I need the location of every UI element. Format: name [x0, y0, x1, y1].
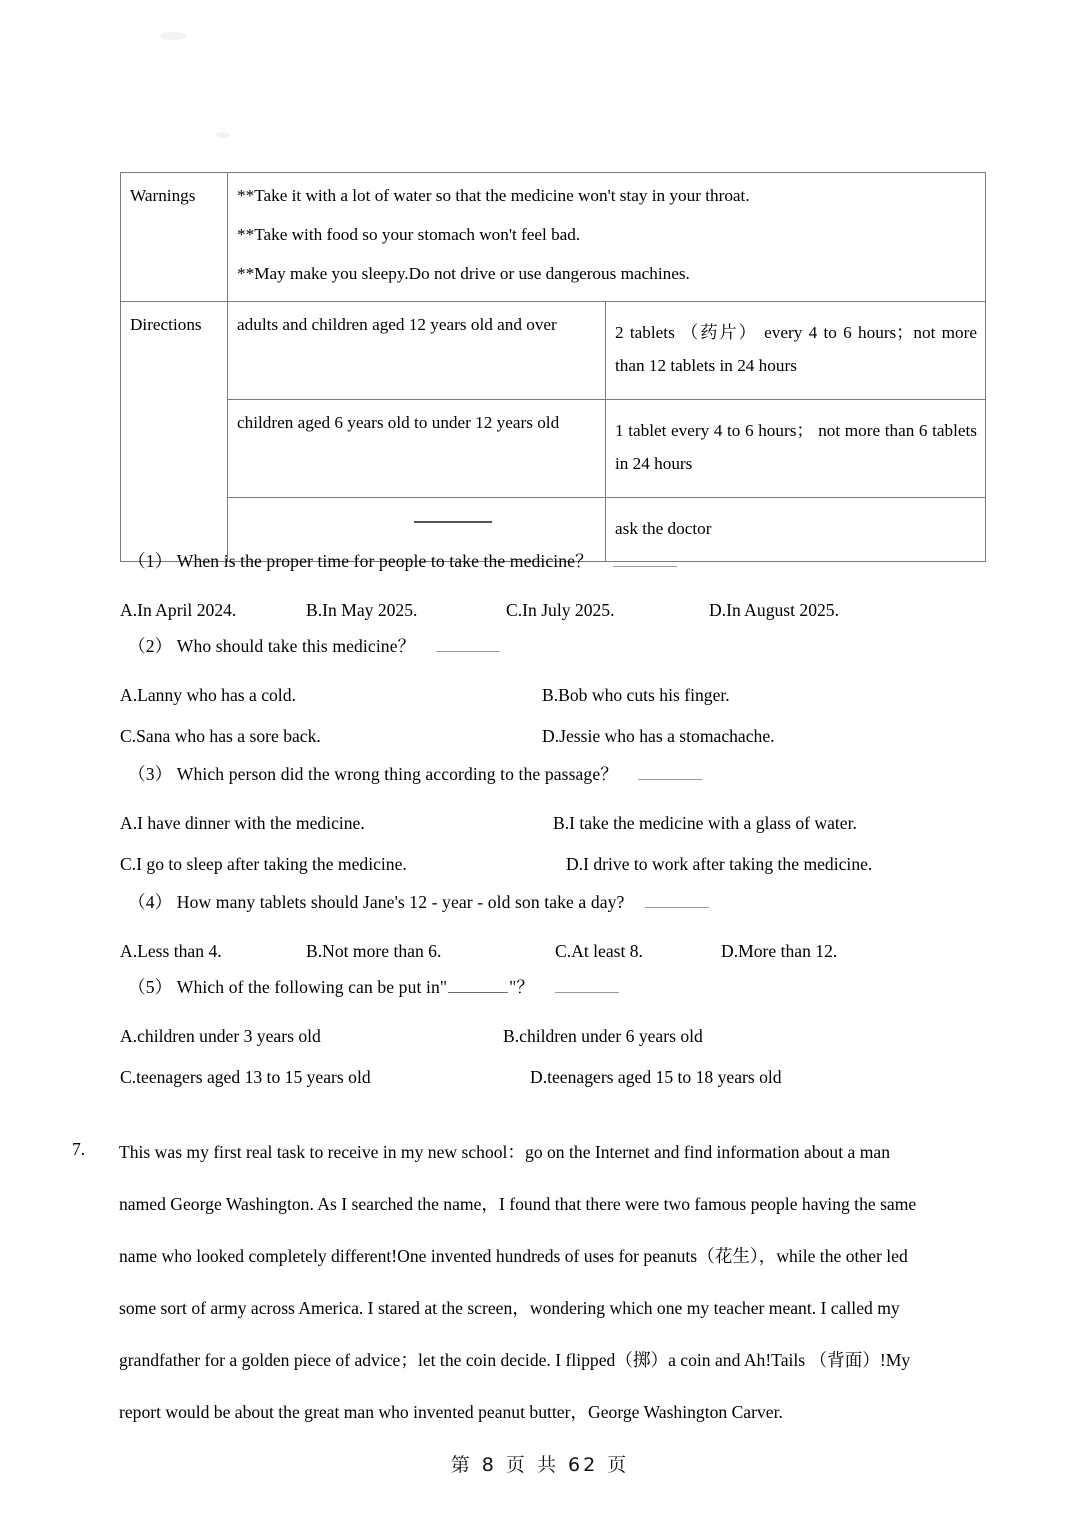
question-2: [118, 633, 998, 746]
passage-line: report would be about the great man who invented peanut butter，George Washington Carver.: [119, 1402, 783, 1422]
row-label-warnings: Warnings: [121, 173, 228, 302]
dose-amount-text: 1 tablet every 4 to 6 hours； not more than 6 tablets in 24 hours: [615, 420, 977, 474]
option-a[interactable]: A.Less than 4.: [120, 941, 222, 961]
warning-line: **Take with food so your stomach won't feel bad.: [237, 225, 581, 245]
option-d[interactable]: D.In August 2025.: [709, 600, 840, 620]
question-2-stem: Who should take this medicine？: [176, 636, 416, 656]
question-5-options-row2: [118, 1067, 998, 1087]
warning-line: **May make you sleepy.Do not drive or use dangerous machines.: [237, 264, 690, 284]
scan-artifact: [216, 132, 230, 138]
question-2-options-row2: [118, 726, 998, 746]
option-a[interactable]: A.Lanny who has a cold.: [120, 685, 296, 705]
question-2-options-row1: [118, 685, 998, 705]
inline-gap-blank: [448, 979, 508, 993]
question-4: [118, 889, 998, 961]
table-row-warnings: [121, 173, 986, 302]
question-3-options-row2: [118, 854, 998, 874]
fill-in-blank-underline: [414, 520, 492, 523]
option-c[interactable]: C.Sana who has a sore back.: [120, 726, 321, 746]
answer-blank[interactable]: [436, 638, 500, 652]
answer-blank[interactable]: [645, 894, 709, 908]
passage-line: named George Washington. As I searched the name，I found that there were two famous people having the same: [119, 1194, 917, 1214]
option-c[interactable]: C.teenagers aged 13 to 15 years old: [120, 1067, 371, 1087]
option-a[interactable]: A.children under 3 years old: [120, 1026, 321, 1046]
question-1-options: [118, 600, 998, 620]
option-c[interactable]: C.In July 2025.: [506, 600, 615, 620]
option-d[interactable]: D.teenagers aged 15 to 18 years old: [530, 1067, 782, 1087]
option-d[interactable]: D.More than 12.: [721, 941, 838, 961]
row-label-directions: Directions: [121, 301, 228, 562]
medicine-info-table: [120, 172, 986, 562]
passage-7: [72, 1139, 1002, 1424]
question-4-stem: How many tablets should Jane's 12 - year - old son take a day?: [176, 892, 625, 912]
dose-who: children aged 6 years old to under 12 years old: [228, 399, 606, 497]
option-b[interactable]: B.Bob who cuts his finger.: [542, 685, 730, 705]
option-b[interactable]: B.Not more than 6.: [306, 941, 442, 961]
option-a[interactable]: A.I have dinner with the medicine.: [120, 813, 365, 833]
passage-line: This was my first real task to receive in my new school：go on the Internet and find information about a man: [119, 1142, 890, 1162]
table-row-directions-1: [121, 301, 986, 399]
passage-line: some sort of army across America. I stared at the screen，wondering which one my teacher meant. I called my: [119, 1298, 900, 1318]
dose-who: adults and children aged 12 years old and over: [228, 301, 606, 399]
passage-line: grandfather for a golden piece of advice；let the coin decide. I flipped（掷）a coin and Ah!Tails （背面）!My: [119, 1350, 911, 1370]
page-footer: 第 8 页 共 62 页: [450, 1454, 630, 1476]
question-5-text: [118, 974, 998, 999]
question-5-stem-before: Which of the following can be put in": [176, 977, 448, 997]
question-3-number: （3）: [128, 764, 173, 784]
question-1-number: （1）: [128, 551, 173, 571]
warning-line: **Take it with a lot of water so that the medicine won't stay in your throat.: [237, 186, 750, 205]
question-2-number: （2）: [128, 636, 173, 656]
question-2-text: [118, 633, 998, 658]
question-4-number: （4）: [128, 892, 173, 912]
dose-amount-text: ask the doctor: [615, 518, 712, 538]
option-b[interactable]: B.In May 2025.: [306, 600, 418, 620]
question-3-stem: Which person did the wrong thing according to the passage？: [176, 764, 618, 784]
question-1-stem: When is the proper time for people to take the medicine？: [176, 551, 593, 571]
question-4-options: [118, 941, 998, 961]
passage-number: 7.: [72, 1139, 86, 1159]
question-3-options-row1: [118, 813, 998, 833]
warnings-cell: [228, 173, 986, 302]
question-3-text: [118, 761, 998, 786]
question-1: [118, 548, 998, 620]
question-5-stem-after: "？: [509, 977, 535, 997]
option-d[interactable]: D.Jessie who has a stomachache.: [542, 726, 775, 746]
answer-blank[interactable]: [613, 553, 677, 567]
table-row-directions-2: [121, 399, 986, 497]
passage-line: name who looked completely different!One invented hundreds of uses for peanuts（花生），while the other led: [119, 1246, 908, 1266]
dose-amount: [606, 399, 986, 497]
option-b[interactable]: B.children under 6 years old: [503, 1026, 703, 1046]
question-5-options-row1: [118, 1026, 998, 1046]
option-c[interactable]: C.At least 8.: [555, 941, 643, 961]
dose-amount: [606, 301, 986, 399]
answer-blank[interactable]: [555, 979, 619, 993]
question-5: [118, 974, 998, 1087]
answer-blank[interactable]: [638, 766, 702, 780]
option-a[interactable]: A.In April 2024.: [120, 600, 237, 620]
question-5-number: （5）: [128, 977, 173, 997]
option-b[interactable]: B.I take the medicine with a glass of water.: [553, 813, 857, 833]
option-c[interactable]: C.I go to sleep after taking the medicine.: [120, 854, 407, 874]
question-3: [118, 761, 998, 874]
question-1-text: [118, 548, 998, 573]
option-d[interactable]: D.I drive to work after taking the medicine.: [566, 854, 873, 874]
dose-amount-text: 2 tablets （药片） every 4 to 6 hours；not more than 12 tablets in 24 hours: [615, 322, 977, 376]
scan-artifact: [160, 32, 186, 40]
question-4-text: [118, 889, 998, 914]
